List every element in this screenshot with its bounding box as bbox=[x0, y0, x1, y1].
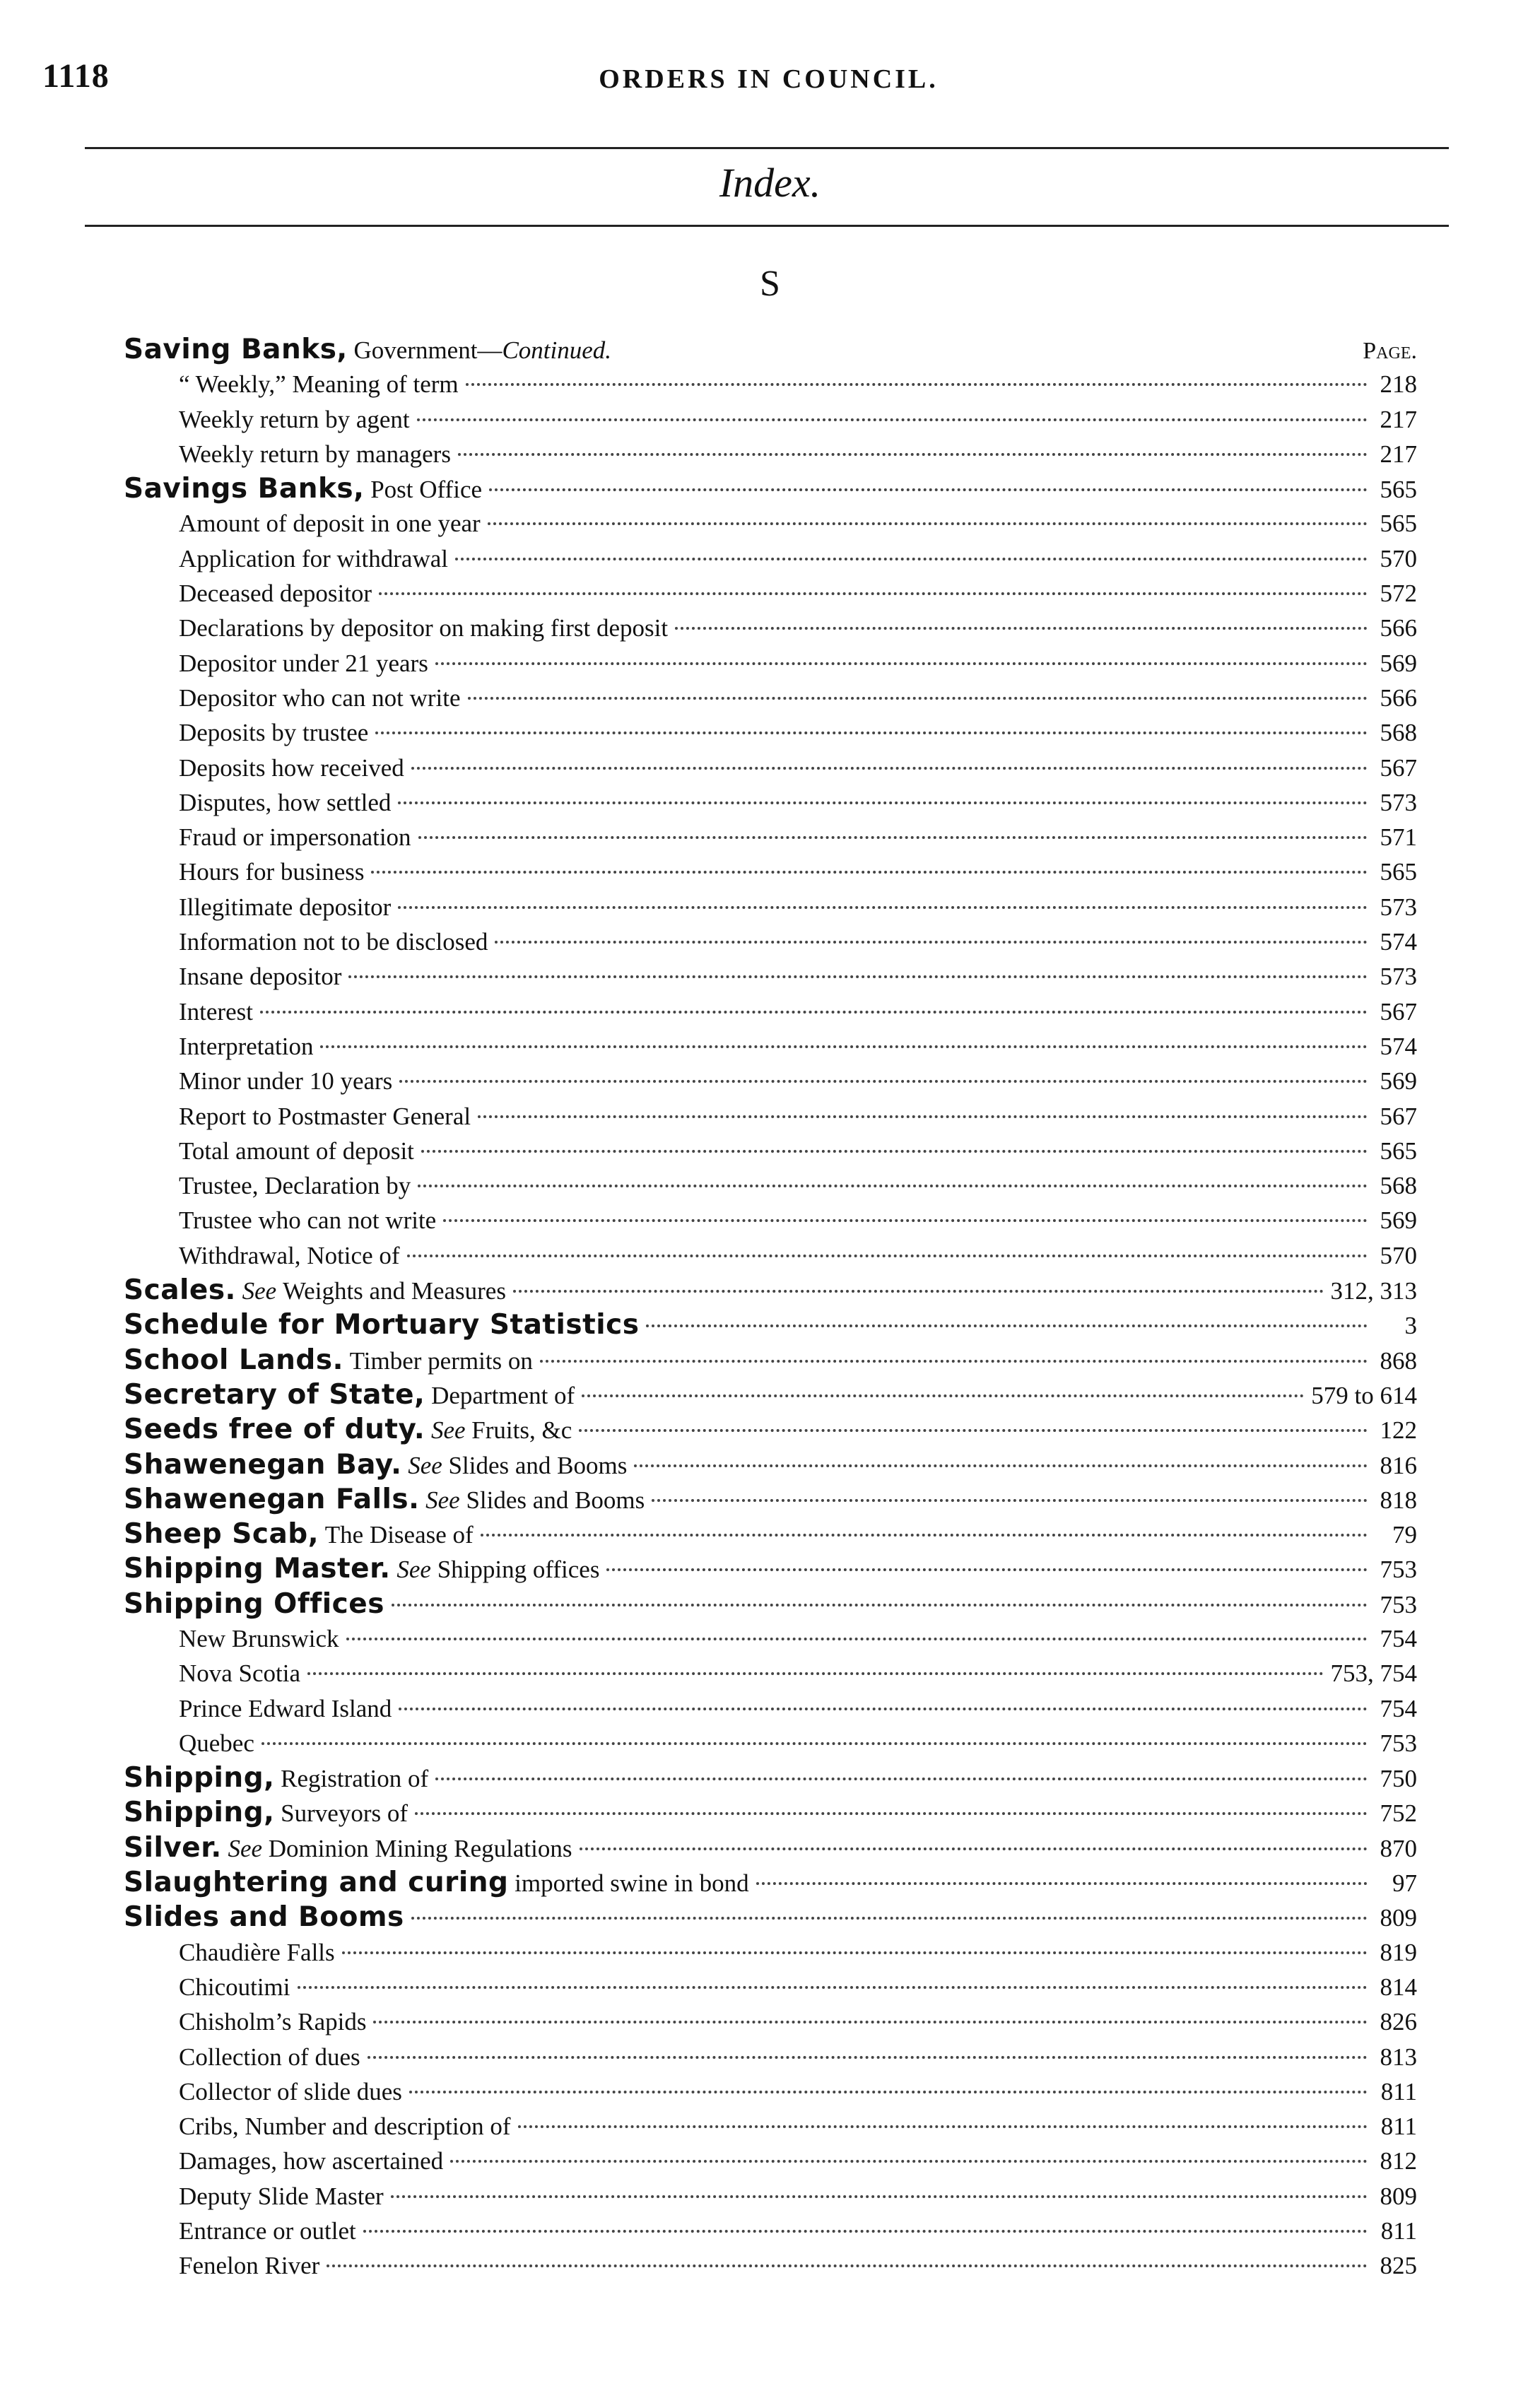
page-reference: 570 bbox=[1380, 1241, 1417, 1269]
page-reference: 750 bbox=[1380, 1765, 1417, 1793]
entry-text: New Brunswick bbox=[179, 1624, 339, 1652]
index-entry bbox=[124, 1412, 1417, 1447]
dot-leader bbox=[375, 732, 1368, 734]
page-reference: 571 bbox=[1380, 823, 1417, 852]
entry-text: Deposits how received bbox=[179, 753, 404, 782]
entry-text: Interpretation bbox=[179, 1032, 314, 1060]
page-column-label: Page. bbox=[1363, 338, 1417, 364]
index-entry bbox=[124, 1551, 1417, 1586]
page-reference: 567 bbox=[1380, 997, 1417, 1026]
index-entry bbox=[124, 1831, 1417, 1865]
entry-text: Weights and Measures bbox=[276, 1277, 506, 1305]
dot-leader bbox=[307, 1672, 1323, 1675]
entry-text: Quebec bbox=[179, 1729, 254, 1757]
see-reference: See bbox=[419, 1486, 460, 1514]
index-entry bbox=[124, 1517, 1417, 1551]
page-reference: 565 bbox=[1380, 858, 1417, 886]
dot-leader bbox=[398, 906, 1368, 909]
dot-leader bbox=[580, 1847, 1368, 1850]
page-reference: 122 bbox=[1380, 1416, 1417, 1445]
page-reference: 579 to 614 bbox=[1311, 1381, 1417, 1409]
dot-leader bbox=[346, 1638, 1368, 1640]
index-subentry bbox=[124, 541, 1417, 576]
see-reference: See bbox=[235, 1277, 277, 1305]
dot-leader bbox=[373, 2021, 1368, 2023]
dot-leader bbox=[468, 697, 1368, 700]
dot-leader bbox=[363, 2230, 1368, 2233]
entry-text: Declarations by depositor on making first deposit bbox=[179, 614, 669, 642]
entry-text: Surveyors of bbox=[274, 1799, 408, 1828]
index-subentry bbox=[124, 2248, 1417, 2283]
index-entry bbox=[124, 1900, 1417, 1934]
index-subentry bbox=[124, 1935, 1417, 1970]
see-reference: See bbox=[221, 1834, 263, 1862]
entry-text: Interest bbox=[179, 997, 253, 1026]
page-reference: 569 bbox=[1380, 1067, 1417, 1095]
entry-heading: Slides and Booms bbox=[124, 1901, 404, 1934]
section-letter: S bbox=[760, 264, 780, 304]
page-reference: 811 bbox=[1380, 2217, 1417, 2245]
entry-heading: Secretary of State, bbox=[124, 1378, 425, 1411]
entry-heading: Savings Banks, bbox=[124, 473, 365, 505]
page-reference: 812 bbox=[1380, 2147, 1417, 2175]
dot-leader bbox=[488, 522, 1368, 525]
page-reference: 574 bbox=[1380, 928, 1417, 956]
dot-leader bbox=[435, 662, 1368, 665]
dot-leader bbox=[518, 2125, 1368, 2128]
entry-text: Report to Postmaster General bbox=[179, 1102, 471, 1130]
dot-leader bbox=[392, 1604, 1368, 1606]
entry-text: imported swine in bond bbox=[508, 1869, 749, 1898]
index-subentry bbox=[124, 715, 1417, 750]
entry-text: Weekly return by managers bbox=[179, 440, 451, 468]
entry-heading: Shawenegan Falls. bbox=[124, 1483, 420, 1515]
entry-text: Slides and Booms bbox=[442, 1451, 628, 1479]
index-subentry bbox=[124, 402, 1417, 437]
entry-text: Cribs, Number and description of bbox=[179, 2113, 511, 2141]
continued-note: Continued. bbox=[502, 336, 612, 364]
dot-leader bbox=[466, 383, 1368, 386]
entry-text: The Disease of bbox=[319, 1521, 474, 1549]
entry-text: Shipping offices bbox=[430, 1556, 600, 1584]
top-rule bbox=[85, 147, 1449, 149]
entry-text: Insane depositor bbox=[179, 963, 342, 991]
page-reference: 809 bbox=[1380, 2182, 1417, 2210]
entry-text: Fraud or impersonation bbox=[179, 823, 411, 852]
dot-leader bbox=[652, 1499, 1368, 1502]
dot-leader bbox=[478, 1115, 1368, 1118]
index-subentry bbox=[124, 1168, 1417, 1203]
index-entry bbox=[124, 471, 1417, 506]
entry-heading: Silver. bbox=[124, 1831, 222, 1864]
dot-leader bbox=[675, 627, 1368, 630]
entry-text: Dominion Mining Regulations bbox=[262, 1834, 572, 1862]
entry-text: Deposits by trustee bbox=[179, 719, 369, 747]
dot-leader bbox=[756, 1882, 1368, 1885]
entry-text: Trustee who can not write bbox=[179, 1206, 437, 1235]
entry-text: Fruits, &c bbox=[465, 1416, 572, 1445]
page-reference: 818 bbox=[1380, 1486, 1417, 1514]
dot-leader bbox=[606, 1568, 1368, 1571]
dot-leader bbox=[646, 1324, 1368, 1327]
index-subentry bbox=[124, 506, 1417, 541]
index-entry bbox=[124, 1447, 1417, 1482]
entry-text: Fenelon River bbox=[179, 2252, 320, 2280]
entry-text: Information not to be disclosed bbox=[179, 928, 488, 956]
entry-text: Chaudière Falls bbox=[179, 1938, 335, 1966]
dot-leader bbox=[582, 1394, 1304, 1397]
index-subentry bbox=[124, 1029, 1417, 1064]
page-reference: 97 bbox=[1392, 1869, 1417, 1898]
index-entry bbox=[124, 1377, 1417, 1412]
page-reference: 753 bbox=[1380, 1729, 1417, 1757]
running-title: ORDERS IN COUNCIL. bbox=[599, 64, 939, 94]
page-reference: 752 bbox=[1380, 1799, 1417, 1828]
page-reference: 568 bbox=[1380, 719, 1417, 747]
page-header bbox=[35, 57, 1502, 113]
index-entry bbox=[124, 1795, 1417, 1830]
entry-heading: Shawenegan Bay. bbox=[124, 1448, 402, 1481]
index-subentry bbox=[124, 1064, 1417, 1098]
entry-text: Total amount of deposit bbox=[179, 1136, 414, 1165]
entry-heading: Shipping, bbox=[124, 1762, 275, 1794]
page-reference: 811 bbox=[1380, 2077, 1417, 2105]
entry-text: Depositor under 21 years bbox=[179, 649, 428, 677]
index-subentry bbox=[124, 959, 1417, 994]
page-reference: 753, 754 bbox=[1330, 1659, 1417, 1688]
dot-leader bbox=[411, 1917, 1368, 1920]
page-reference: 568 bbox=[1380, 1172, 1417, 1200]
entry-text: Entrance or outlet bbox=[179, 2217, 356, 2245]
index-subentry bbox=[124, 820, 1417, 854]
page-reference: 565 bbox=[1380, 476, 1417, 504]
dot-leader bbox=[409, 2091, 1368, 2093]
dot-leader bbox=[540, 1360, 1368, 1363]
dot-leader bbox=[348, 975, 1368, 978]
index-subentry bbox=[124, 1656, 1417, 1691]
entry-text: Minor under 10 years bbox=[179, 1067, 393, 1095]
page-reference: 565 bbox=[1380, 1136, 1417, 1165]
dot-leader bbox=[298, 1986, 1368, 1989]
entry-text: Trustee, Declaration by bbox=[179, 1172, 411, 1200]
dot-leader bbox=[435, 1778, 1368, 1780]
entry-text: Chisholm’s Rapids bbox=[179, 2008, 367, 2036]
dot-leader bbox=[261, 1742, 1368, 1745]
dot-leader bbox=[481, 1534, 1368, 1537]
dot-leader bbox=[391, 2195, 1368, 2198]
index-subentry bbox=[124, 576, 1417, 611]
dot-leader bbox=[327, 2264, 1368, 2267]
dot-leader bbox=[443, 1219, 1368, 1222]
entry-heading: Slaughtering and curing bbox=[124, 1867, 509, 1899]
entry-text: Timber permits on bbox=[343, 1346, 533, 1375]
entry-text: Depositor who can not write bbox=[179, 683, 461, 712]
dot-leader bbox=[398, 801, 1368, 804]
entry-text: Nova Scotia bbox=[179, 1659, 301, 1688]
page-reference: 573 bbox=[1380, 963, 1417, 991]
index-subentry bbox=[124, 994, 1417, 1029]
entry-heading: Schedule for Mortuary Statistics bbox=[124, 1309, 640, 1341]
page-reference: 811 bbox=[1380, 2113, 1417, 2141]
entry-text: Disputes, how settled bbox=[179, 788, 392, 816]
dot-leader bbox=[260, 1011, 1368, 1014]
index-entry bbox=[124, 1482, 1417, 1517]
entry-heading: School Lands. bbox=[124, 1344, 343, 1376]
page-reference: 312, 313 bbox=[1330, 1277, 1417, 1305]
bottom-rule bbox=[85, 225, 1449, 227]
dot-leader bbox=[455, 558, 1368, 560]
page-reference: 567 bbox=[1380, 1102, 1417, 1130]
entry-text: Collection of dues bbox=[179, 2043, 360, 2071]
index-subentry bbox=[124, 611, 1417, 645]
page-reference: 569 bbox=[1380, 1206, 1417, 1235]
entry-text: Illegitimate depositor bbox=[179, 893, 392, 921]
page-reference: 825 bbox=[1380, 2252, 1417, 2280]
page-reference: 754 bbox=[1380, 1624, 1417, 1652]
page-reference: 218 bbox=[1380, 370, 1417, 399]
page-reference: 809 bbox=[1380, 1904, 1417, 1932]
entry-text: Government— bbox=[347, 336, 502, 364]
page-reference: 813 bbox=[1380, 2043, 1417, 2071]
entry-text: Registration of bbox=[274, 1765, 429, 1793]
page-reference: 569 bbox=[1380, 649, 1417, 677]
page-reference: 816 bbox=[1380, 1451, 1417, 1479]
index-entry bbox=[124, 1343, 1417, 1377]
dot-leader bbox=[320, 1045, 1368, 1048]
index-title: Index. bbox=[719, 160, 821, 206]
entry-text: Deceased depositor bbox=[179, 580, 372, 608]
entry-text: Damages, how ascertained bbox=[179, 2147, 444, 2175]
index-subentry bbox=[124, 1099, 1417, 1134]
index-entries bbox=[124, 332, 1417, 2284]
dot-leader bbox=[371, 871, 1368, 874]
see-reference: See bbox=[390, 1556, 431, 1584]
dot-leader bbox=[458, 453, 1368, 456]
index-subentry bbox=[124, 785, 1417, 820]
index-subentry bbox=[124, 751, 1417, 785]
dot-leader bbox=[342, 1951, 1368, 1954]
entry-text: Prince Edward Island bbox=[179, 1694, 392, 1722]
dot-leader bbox=[418, 1185, 1368, 1187]
index-subentry bbox=[124, 1726, 1417, 1761]
index-subentry bbox=[124, 1691, 1417, 1726]
see-reference: See bbox=[425, 1416, 466, 1445]
page-reference: 819 bbox=[1380, 1938, 1417, 1966]
page-reference: 826 bbox=[1380, 2008, 1417, 2036]
dot-leader bbox=[417, 418, 1368, 421]
dot-leader bbox=[399, 1708, 1368, 1710]
dot-leader bbox=[379, 592, 1368, 595]
index-subentry bbox=[124, 2109, 1417, 2144]
entry-heading: Seeds free of duty. bbox=[124, 1414, 425, 1446]
index-entry bbox=[124, 1273, 1417, 1308]
entry-text: Withdrawal, Notice of bbox=[179, 1241, 400, 1269]
page-reference: 870 bbox=[1380, 1834, 1417, 1862]
dot-leader bbox=[399, 1080, 1368, 1083]
page-reference: 570 bbox=[1380, 544, 1417, 572]
index-subentry bbox=[124, 924, 1417, 959]
entry-text: Deputy Slide Master bbox=[179, 2182, 384, 2210]
index-subentry bbox=[124, 2074, 1417, 2109]
page-reference: 573 bbox=[1380, 788, 1417, 816]
index-subentry bbox=[124, 1203, 1417, 1238]
entry-text: Chicoutimi bbox=[179, 1973, 290, 2001]
entry-text: Weekly return by agent bbox=[179, 405, 410, 433]
dot-leader bbox=[411, 767, 1368, 770]
index-subentry bbox=[124, 367, 1417, 401]
entry-heading: Shipping Offices bbox=[124, 1587, 384, 1620]
dot-leader bbox=[415, 1812, 1368, 1815]
index-subentry bbox=[124, 2214, 1417, 2248]
page-reference: 217 bbox=[1380, 440, 1417, 468]
dot-leader bbox=[421, 1150, 1368, 1153]
page-reference: 868 bbox=[1380, 1346, 1417, 1375]
index-subentry bbox=[124, 2144, 1417, 2178]
index-entry bbox=[124, 1761, 1417, 1795]
dot-leader bbox=[513, 1290, 1324, 1293]
index-subentry bbox=[124, 890, 1417, 924]
page-reference: 565 bbox=[1380, 510, 1417, 538]
entry-text: Department of bbox=[425, 1381, 575, 1409]
page-reference: 567 bbox=[1380, 753, 1417, 782]
dot-leader bbox=[450, 2160, 1368, 2163]
index-subentry bbox=[124, 681, 1417, 715]
page-reference: 814 bbox=[1380, 1973, 1417, 2001]
entry-text: Application for withdrawal bbox=[179, 544, 449, 572]
page-reference: 217 bbox=[1380, 405, 1417, 433]
page-reference: 754 bbox=[1380, 1694, 1417, 1722]
index-subentry bbox=[124, 1970, 1417, 2004]
page-reference: 753 bbox=[1380, 1556, 1417, 1584]
index-subentry bbox=[124, 2004, 1417, 2039]
entry-text: “ Weekly,” Meaning of term bbox=[179, 370, 459, 399]
entry-text: Amount of deposit in one year bbox=[179, 510, 481, 538]
page-reference: 566 bbox=[1380, 614, 1417, 642]
entry-heading: Scales. bbox=[124, 1274, 236, 1307]
dot-leader bbox=[579, 1429, 1368, 1432]
see-reference: See bbox=[401, 1451, 442, 1479]
entry-heading: Sheep Scab, bbox=[124, 1518, 319, 1551]
page-reference: 79 bbox=[1392, 1521, 1417, 1549]
dot-leader bbox=[495, 941, 1368, 944]
dot-leader bbox=[418, 836, 1368, 839]
page-reference: 574 bbox=[1380, 1032, 1417, 1060]
index-subentry bbox=[124, 2179, 1417, 2214]
entry-text: Collector of slide dues bbox=[179, 2077, 402, 2105]
entry-heading: Shipping, bbox=[124, 1797, 275, 1829]
dot-leader bbox=[368, 2056, 1368, 2059]
entry-text: Post Office bbox=[364, 476, 483, 504]
dot-leader bbox=[634, 1464, 1368, 1467]
index-entry bbox=[124, 1587, 1417, 1621]
entry-text: Slides and Booms bbox=[459, 1486, 645, 1514]
index-subentry bbox=[124, 1134, 1417, 1168]
index-subentry bbox=[124, 2040, 1417, 2074]
index-subentry bbox=[124, 646, 1417, 681]
page-reference: 573 bbox=[1380, 893, 1417, 921]
page-reference: 566 bbox=[1380, 683, 1417, 712]
page-reference: 753 bbox=[1380, 1590, 1417, 1619]
page-reference: 3 bbox=[1404, 1312, 1417, 1340]
index-subentry bbox=[124, 1238, 1417, 1273]
index-entry bbox=[124, 1865, 1417, 1900]
entry-text: Hours for business bbox=[179, 858, 365, 886]
entry-heading: Saving Banks, bbox=[124, 334, 348, 365]
page-reference: 572 bbox=[1380, 580, 1417, 608]
index-subentry bbox=[124, 437, 1417, 471]
index-entry bbox=[124, 1308, 1417, 1342]
dot-leader bbox=[407, 1255, 1368, 1257]
index-entry bbox=[124, 332, 1417, 367]
index-subentry bbox=[124, 854, 1417, 889]
index-subentry bbox=[124, 1621, 1417, 1656]
entry-heading: Shipping Master. bbox=[124, 1553, 391, 1585]
dot-leader bbox=[489, 488, 1368, 491]
page-number: 1118 bbox=[42, 57, 110, 95]
